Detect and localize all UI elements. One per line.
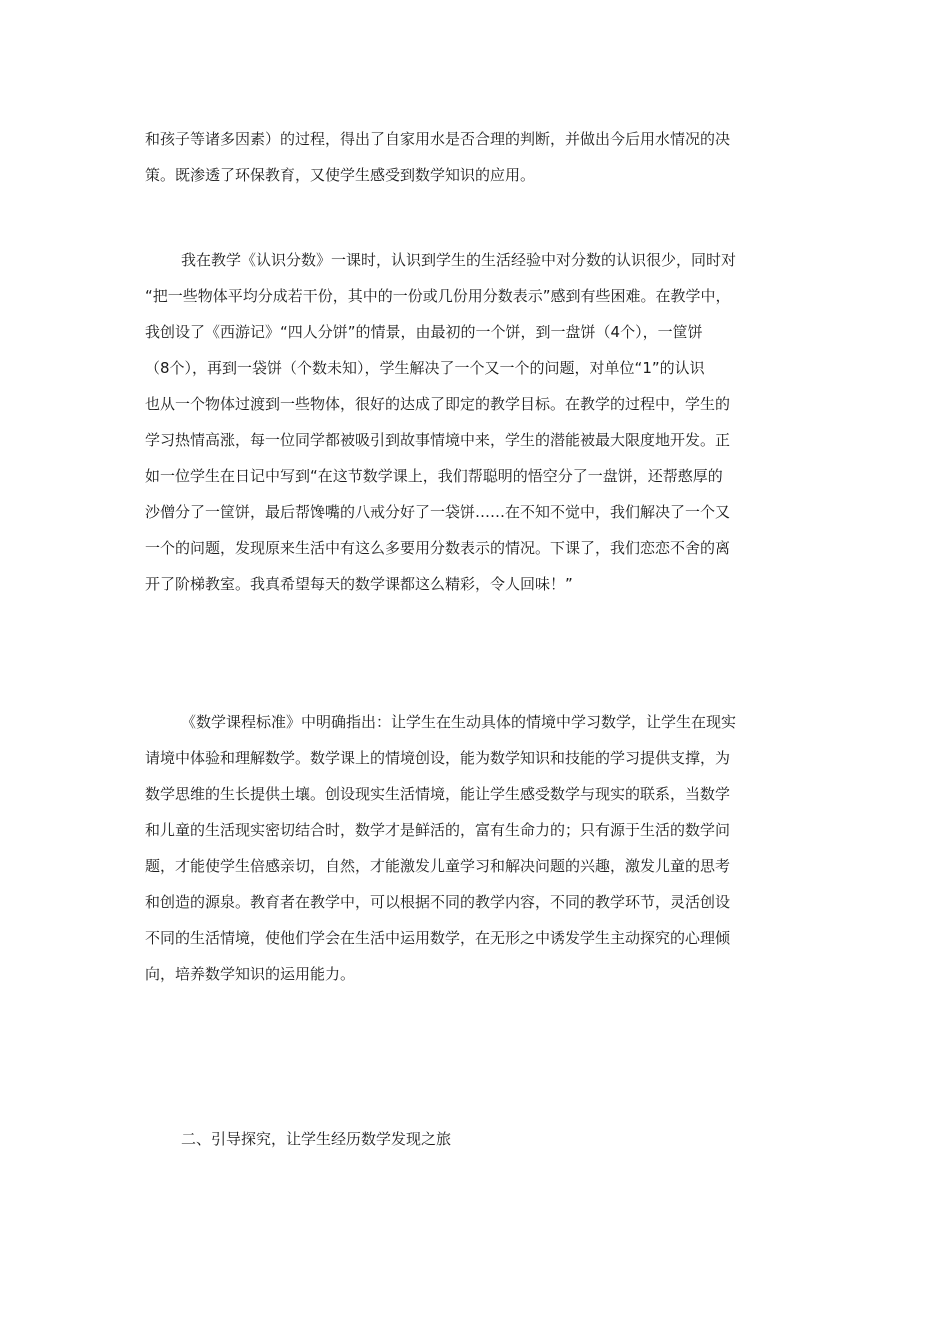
paragraph-line: 我创设了《西游记》“四人分饼”的情景，由最初的一个饼，到一盘饼（4个），一筐饼 <box>145 323 703 341</box>
paragraph-line: 学习热情高涨，每一位同学都被吸引到故事情境中来，学生的潜能被最大限度地开发。正 <box>145 431 731 449</box>
section-heading: 二、引导探究，让学生经历数学发现之旅 <box>181 1130 452 1148</box>
paragraph-line: 不同的生活情境，使他们学会在生活中运用数学，在无形之中诱发学生主动探究的心理倾 <box>145 929 731 947</box>
paragraph-line: 和创造的源泉。教育者在教学中，可以根据不同的教学内容，不同的教学环节，灵活创设 <box>145 893 731 911</box>
paragraph-line: 开了阶梯教室。我真希望每天的数学课都这么精彩，令人回味！” <box>145 575 573 593</box>
paragraph-fraction-lesson <box>145 242 815 602</box>
paragraph-line: 一个的问题，发现原来生活中有这么多要用分数表示的情况。下课了，我们恋恋不舍的离 <box>145 539 731 557</box>
paragraph-line: 题，才能使学生倍感亲切，自然，才能激发儿童学习和解决问题的兴趣，激发儿童的思考 <box>145 857 731 875</box>
paragraph-line: 向，培养数学知识的运用能力。 <box>145 965 356 983</box>
section-heading-block <box>145 1121 815 1157</box>
paragraph-line: 我在教学《认识分数》一课时，认识到学生的生活经验中对分数的认识很少，同时对 <box>181 251 737 269</box>
paragraph-line: “把一些物体平均分成若干份，其中的一份或几份用分数表示”感到有些困难。在教学中， <box>145 287 731 305</box>
paragraph-line: （8个），再到一袋饼（个数未知），学生解决了一个又一个的问题，对单位“1”的认识 <box>145 359 705 377</box>
paragraph-curriculum-standard <box>145 704 815 992</box>
paragraph-line: 请境中体验和理解数学。数学课上的情境创设，能为数学知识和技能的学习提供支撑，为 <box>145 749 731 767</box>
paragraph-water-usage-continuation <box>145 121 815 193</box>
paragraph-line: 策。既渗透了环保教育，又使学生感受到数学知识的应用。 <box>145 166 536 184</box>
paragraph-line: 也从一个物体过渡到一些物体，很好的达成了即定的教学目标。在教学的过程中，学生的 <box>145 395 731 413</box>
paragraph-line: 数学思维的生长提供土壤。创设现实生活情境，能让学生感受数学与现实的联系，当数学 <box>145 785 731 803</box>
paragraph-line: 和儿童的生活现实密切结合时，数学才是鲜活的，富有生命力的；只有源于生活的数学问 <box>145 821 731 839</box>
paragraph-line: 如一位学生在日记中写到“在这节数学课上，我们帮聪明的悟空分了一盘饼，还帮憨厚的 <box>145 467 723 485</box>
paragraph-line: 和孩子等诸多因素）的过程，得出了自家用水是否合理的判断，并做出今后用水情况的决 <box>145 130 731 148</box>
paragraph-line: 《数学课程标准》中明确指出：让学生在生动具体的情境中学习数学，让学生在现实 <box>181 713 737 731</box>
paragraph-line: 沙僧分了一筐饼，最后帮馋嘴的八戒分好了一袋饼……在不知不觉中，我们解决了一个又 <box>145 503 731 521</box>
